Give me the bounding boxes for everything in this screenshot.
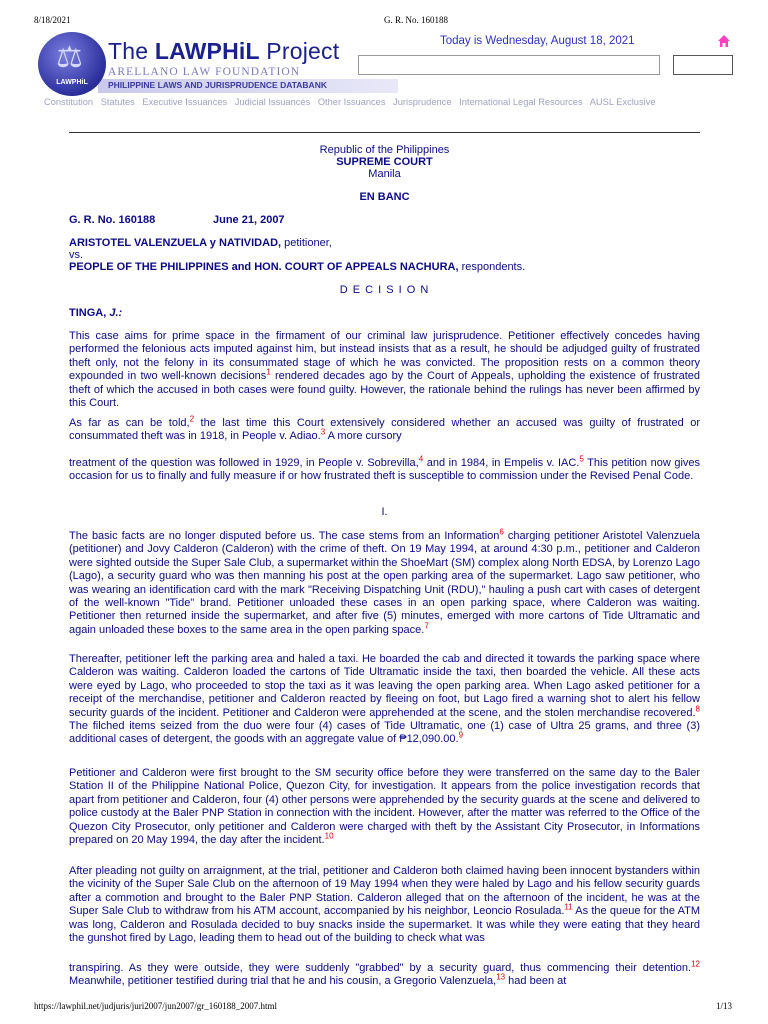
site-subtitle: ARELLANO LAW FOUNDATION [108,66,301,78]
main-nav [44,97,661,107]
paragraph-7: After pleading not guilty on arraignment, at the trial, petitioner and Calderon both claimed having been innocent bystanders within the vicinity of the Super Sale Club on the afternoon of 19 May 1994 when they were haled by Lago and his fellow security guards after a commotion and brought to the Baler PNP Station. Calderon alleged that on the afternoon of the incident, he was at the Super Sale Club to withdraw from his ATM account, accompanied by his neighbor, Leoncio Rosulada.$^{11}$ As the queue for the ATM was long, Calderon and Rosulada decided to buy snacks inside the supermarket. It was while they were eating that they heard the gunshot fired by Lago, leading them to head out of the building to check what was [69,865,700,945]
footnote-12[interactable]: 12 [691,959,700,969]
nav-judicial-issuances[interactable]: Judicial Issuances [234,97,311,107]
section-heading: I. [381,506,388,518]
nav-executive-issuances[interactable]: Executive Issuances [142,97,228,107]
footnote-8[interactable]: 8 [695,703,700,713]
footnote-11[interactable]: 11 [564,902,573,912]
divider [69,132,700,133]
footnote-3[interactable]: 3 [320,427,326,437]
footnote-9[interactable]: 9 [458,730,464,740]
site-title: The LAWPHiL Project [108,38,340,64]
lawphil-logo[interactable] [38,32,358,96]
footnote-2[interactable]: 2 [189,414,195,424]
logo-band [98,79,398,93]
paragraph-3: treatment of the question was followed in 1929, in People v. Sobrevilla,$^4$ and in 1984, in Empelis v. IAC.$^5$ This petition now gives occasion for us to finally and fully measure if or how frustrated theft is susceptible to commission under the Revised Penal Code. [69,454,701,483]
logo-band-text: PHILIPPINE LAWS AND JURISPRUDENCE DATABANK [108,80,327,90]
search-input[interactable] [358,55,660,75]
footnote-5[interactable]: 5 [579,454,584,464]
division: EN BANC [359,191,410,203]
footnote-1[interactable]: 1 [266,367,271,377]
footnote-6[interactable]: 6 [499,527,504,537]
paragraph-5: Thereafter, petitioner left the parking area and haled a taxi. He boarded the cab and directed it towards the parking space where Calderon was waiting. Calderon loaded the cartons of Tide Ultramatic inside the taxi, then boarded the vehicle. All these acts were eyed by Lago, who proceeded to stop the taxi as it was leaving the open parking area. When Lago asked petitioner for a receipt of the merchandise, petitioner and Calderon reacted by fleeing on foot, but Lago fired a warning shot to alert his fellow security guards of the incident. Petitioner and Calderon were apprehended at the scene, and the stolen merchandise recovered.$^8$ The filched items seized from the duo were four (4) cases of Tide Ultramatic, one (1) case of Ultra 25 grams, and three (3) additional cases of detergent, the goods with an aggregate value of ₱12,090.00.$^9$ [69,653,700,746]
print-date: 8/18/2021 [34,15,71,25]
petitioner-line: ARISTOTEL VALENZUELA y NATIVIDAD, petitioner, [69,237,332,249]
nav-ausl-exclusive[interactable]: AUSL Exclusive [589,97,656,107]
nav-international-legal-resources[interactable]: International Legal Resources [459,97,583,107]
print-page-number: 1/13 [716,1001,733,1011]
ponente: TINGA, J.: [69,307,123,319]
court-name: SUPREME COURT [336,156,433,168]
today-date: Today is Wednesday, August 18, 2021 [440,35,635,47]
court-city: Manila [368,168,401,180]
footnote-13[interactable]: 13 [496,972,506,982]
versus: vs. [69,249,84,261]
decision-date: June 21, 2007 [213,214,285,226]
nav-constitution[interactable]: Constitution [44,97,94,107]
decision-heading: D E C I S I O N [339,284,430,296]
paragraph-6: Petitioner and Calderon were first brought to the SM security office before they were transferred on the same day to the Baler Station II of the Philippine National Police, Quezon City, for investigation. It appears from the police investigation records that apart from petitioner and Calderon, four (4) other persons were apprehended by the security guards at the scene and delivered to police custody at the Baler PNP Station in connection with the incident. However, after the matter was referred to the Office of the Quezon City Prosecutor, only petitioner and Calderon were charged with theft by the Assistant City Prosecutor, in Informations prepared on 20 May 1994, the day after the incident.$^{10}$ [69,767,700,847]
nav-jurisprudence[interactable]: Jurisprudence [393,97,452,107]
justice-icon: ⚖ [56,40,83,75]
paragraph-4: The basic facts are no longer disputed before us. The case stems from an Information$^6$ charging petitioner Aristotel Valenzuela (petitioner) and Jovy Calderon (Calderon) with the crime of theft. On 19 May 1994, at around 4:30 p.m., petitioner and Calderon were sighted outside the Super Sale Club, a supermarket within the ShoeMart (SM) complex along North EDSA, by Lorenzo Lago (Lago), a security guard who was then manning his post at the open parking area of the supermarket. Lago saw petitioner, who was wearing an identification card with the mark "Receiving Dispatching Unit (RDU)," hauling a push cart with cases of detergent of the well-known "Tide" brand. Petitioner unloaded these cases in an open parking space, where Calderon was waiting. Petitioner then returned inside the supermarket, and after five (5) minutes, emerged with more cartons of Tide Ultramatic and again unloaded these boxes to the same area in the open parking space.$^7$ [69,527,701,636]
paragraph-8: transpiring. As they were outside, they were suddenly "grabbed" by a security guard, thus commencing their detention.$^{12}$ Meanwhile, petitioner testified during trial that he and his cousin, a Gregorio Valenzuela,$^{13}$ had been at [69,959,700,988]
nav-statutes[interactable]: Statutes [100,97,135,107]
print-url: https://lawphil.net/judjuris/juri2007/jun2007/gr_160188_2007.html [34,1001,277,1011]
print-title: G. R. No. 160188 [384,15,449,25]
respondent-line: PEOPLE OF THE PHILIPPINES and HON. COURT OF APPEALS NACHURA, respondents. [69,261,526,273]
search-button[interactable] [673,55,733,75]
nav-other-issuances[interactable]: Other Issuances [317,97,386,107]
gr-number: G. R. No. 160188 [69,214,156,226]
footnote-4[interactable]: 4 [418,454,424,464]
paragraph-2: As far as can be told,$^2$ the last time this Court extensively considered whether an accused was guilty of frustrated or consummated theft was in 1918, in People v. Adiao.$^3$ A more cursory [69,414,700,443]
footnote-10[interactable]: 10 [324,831,334,841]
home-icon[interactable] [717,34,731,48]
footnote-7[interactable]: 7 [424,621,429,631]
logo-emblem [38,32,106,96]
logo-caption: LAWPHiL [56,79,88,86]
republic-line: Republic of the Philippines [319,144,450,156]
paragraph-1: This case aims for prime space in the firmament of our criminal law jurisprudence. Petitioner effectively concedes having performed the felonious acts imputed against him, but instead insists that as a result, he should be adjudged guilty of frustrated theft only, not the felony in its consummated stage of which he was convicted. The proposition rests on a common theory expounded in two well-known decisions$^1$ rendered decades ago by the Court of Appeals, upholding the existence of frustrated theft of which the accused in both cases were found guilty. However, the rationale behind the rulings has never been affirmed by this Court. [69,330,700,410]
